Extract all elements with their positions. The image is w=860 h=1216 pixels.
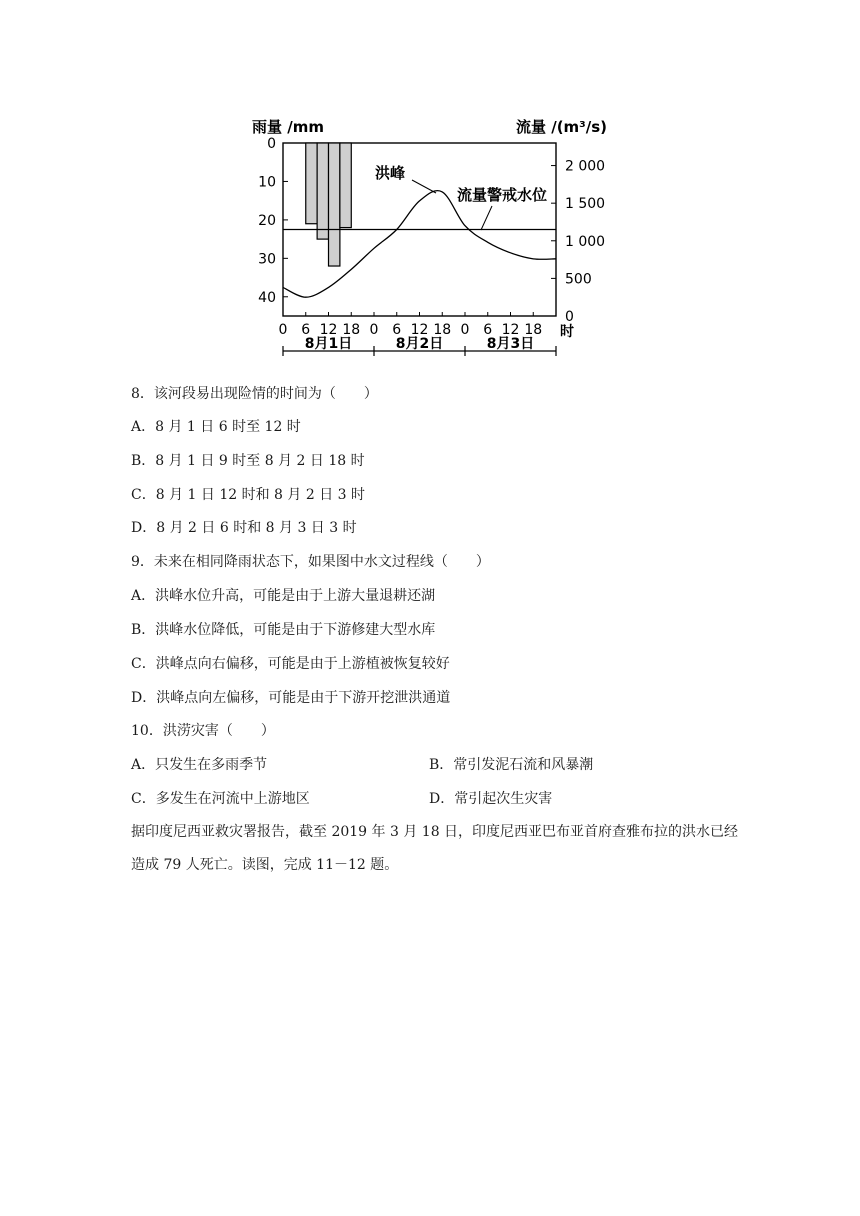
day-label-1: 8月2日 xyxy=(395,336,444,352)
right-axis-label: 流量 /(m³/s) xyxy=(516,118,608,136)
peak-label: 洪峰 xyxy=(375,164,406,182)
hydrograph-chart xyxy=(0,0,860,370)
question-10-option-c[interactable]: C．多发生在河流中上游地区 xyxy=(131,791,310,807)
right-tick-label-1: 1 500 xyxy=(565,196,606,213)
warning-leader xyxy=(481,206,492,230)
x-tick-label-8: 0 xyxy=(460,322,470,338)
left-tick-label-0: 0 xyxy=(267,136,276,152)
x-tick-label-11: 18 xyxy=(524,322,543,338)
plot-area xyxy=(258,136,605,356)
rain-bar-0 xyxy=(306,143,317,224)
question-9-option-a[interactable]: A．洪峰水位升高，可能是由于上游大量退耕还湖 xyxy=(131,588,436,604)
question-8-option-a[interactable]: A．8 月 1 日 6 时至 12 时 xyxy=(131,419,301,435)
left-axis-label: 雨量 /mm xyxy=(252,118,324,136)
question-8-option-c[interactable]: C．8 月 1 日 12 时和 8 月 2 日 3 时 xyxy=(131,487,366,503)
right-tick-label-2: 1 000 xyxy=(565,233,606,250)
question-10-option-a[interactable]: A．只发生在多雨季节 xyxy=(131,757,268,773)
rain-bar-3 xyxy=(340,143,351,228)
x-tick-label-1: 6 xyxy=(301,322,311,338)
x-tick-label-0: 0 xyxy=(278,322,288,338)
right-tick-label-3: 500 xyxy=(565,271,592,288)
x-tick-label-5: 6 xyxy=(392,322,402,338)
peak-leader xyxy=(412,180,436,193)
day-label-0: 8月1日 xyxy=(304,336,353,352)
day-label-2: 8月3日 xyxy=(486,336,535,352)
question-10-option-b[interactable]: B．常引发泥石流和风暴潮 xyxy=(429,757,594,773)
question-8-option-b[interactable]: B．8 月 1 日 9 时至 8 月 2 日 18 时 xyxy=(131,453,365,469)
x-tick-label-2: 12 xyxy=(319,322,338,338)
left-tick-label-1: 10 xyxy=(258,174,276,191)
right-tick-label-0: 2 000 xyxy=(565,158,606,175)
x-tick-label-9: 6 xyxy=(483,322,493,338)
left-tick-label-4: 40 xyxy=(258,289,276,306)
x-tick-label-6: 12 xyxy=(410,322,429,338)
left-tick-label-2: 20 xyxy=(258,212,276,229)
right-tick-label-4: 0 xyxy=(565,309,574,325)
question-8-stem: 8．该河段易出现险情的时间为（ ） xyxy=(131,386,378,402)
passage-text: 据印度尼西亚救灾署报告，截至 2019 年 3 月 18 日，印度尼西亚巴布亚首府查雅布拉的洪水已经造成 79 人死亡。读图，完成 11－12 题。 xyxy=(131,824,739,873)
x-tick-label-7: 18 xyxy=(433,322,452,338)
question-8-option-d[interactable]: D．8 月 2 日 6 时和 8 月 3 日 3 时 xyxy=(131,520,357,536)
question-9-option-b[interactable]: B．洪峰水位降低，可能是由于下游修建大型水库 xyxy=(131,622,436,638)
rain-bar-2 xyxy=(329,143,340,266)
rain-bar-1 xyxy=(317,143,328,239)
question-10-option-d[interactable]: D．常引起次生灾害 xyxy=(429,791,553,807)
x-tick-label-10: 12 xyxy=(501,322,520,338)
question-9-option-d[interactable]: D．洪峰点向左偏移，可能是由于下游开挖泄洪通道 xyxy=(131,690,451,706)
x-tick-label-4: 0 xyxy=(369,322,379,338)
x-tick-label-3: 18 xyxy=(342,322,361,338)
question-9-stem: 9．未来在相同降雨状态下，如果图中水文过程线（ ） xyxy=(131,554,490,570)
question-10-stem: 10．洪涝灾害（ ） xyxy=(131,723,275,739)
left-tick-label-3: 30 xyxy=(258,251,276,268)
question-9-option-c[interactable]: C．洪峰点向右偏移，可能是由于上游植被恢复较好 xyxy=(131,656,450,672)
warning-level-label: 流量警戒水位 xyxy=(457,186,548,204)
x-axis-unit: 时 xyxy=(560,324,574,340)
